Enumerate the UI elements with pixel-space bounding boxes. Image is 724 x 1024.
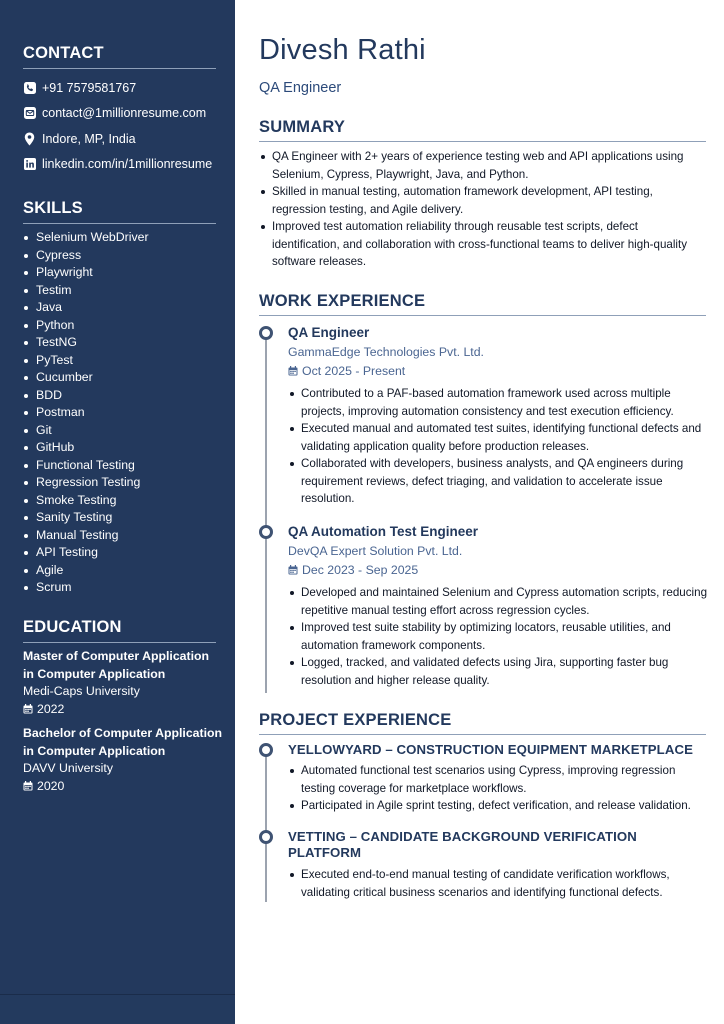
project-experience-heading: PROJECT EXPERIENCE xyxy=(259,711,706,735)
list-item: BDD xyxy=(23,387,223,405)
list-item: Agile xyxy=(23,562,223,580)
education-degree: Bachelor of Computer Application in Computer Application xyxy=(23,726,223,758)
education-school: Medi-Caps University xyxy=(23,684,140,698)
work-timeline xyxy=(265,333,267,693)
list-item: API Testing xyxy=(23,544,223,562)
phone-text[interactable]: +91 7579581767 xyxy=(42,81,137,95)
location-pin-icon xyxy=(23,133,36,146)
list-item: Collaborated with developers, business analysts, and QA engineers during requirement reviews, defect triaging, and validation to accelerate issue resolution. xyxy=(288,455,708,508)
list-item: GitHub xyxy=(23,439,223,457)
education-year: 2020 xyxy=(23,778,223,796)
list-item: PyTest xyxy=(23,352,223,370)
list-item: Executed end-to-end manual testing of candidate verification workflows, validating critical business scenarios and identifying functional defects. xyxy=(288,866,708,901)
education-heading: EDUCATION xyxy=(23,618,216,643)
list-item: Skilled in manual testing, automation framework development, API testing, regression testing, and Agile delivery. xyxy=(259,183,704,218)
education-school: DAVV University xyxy=(23,761,113,775)
work-experience-heading: WORK EXPERIENCE xyxy=(259,292,706,316)
timeline-dot xyxy=(259,326,273,340)
summary-list xyxy=(259,148,704,271)
linkedin-text[interactable]: linkedin.com/in/1millionresume xyxy=(42,157,213,171)
calendar-icon xyxy=(23,781,33,791)
timeline-dot xyxy=(259,743,273,757)
list-item: Developed and maintained Selenium and Cypress automation scripts, reducing repetitive manual testing effort across regression cycles. xyxy=(288,584,708,619)
contact-linkedin xyxy=(23,156,212,172)
list-item: Scrum xyxy=(23,579,223,597)
summary-heading: SUMMARY xyxy=(259,118,706,142)
list-item: Playwright xyxy=(23,264,223,282)
education-year: 2022 xyxy=(23,701,223,719)
job-company: GammaEdge Technologies Pvt. Ltd. xyxy=(288,345,484,359)
list-item: Improved test automation reliability through reusable test scripts, defect identification, and collaboration with cross-functional teams to deliver high-quality software releases. xyxy=(259,218,704,271)
project-bullets xyxy=(288,866,708,901)
list-item: TestNG xyxy=(23,334,223,352)
job-dates: Oct 2025 - Present xyxy=(288,364,405,378)
list-item: Sanity Testing xyxy=(23,509,223,527)
job-bullets xyxy=(288,385,708,508)
job-bullets xyxy=(288,584,708,689)
timeline-dot xyxy=(259,525,273,539)
list-item: Regression Testing xyxy=(23,474,223,492)
location-text: Indore, MP, India xyxy=(42,132,136,146)
list-item: Cucumber xyxy=(23,369,223,387)
list-item: Testim xyxy=(23,282,223,300)
list-item: Contributed to a PAF-based automation framework used across multiple projects, improving automation consistency and test execution efficiency. xyxy=(288,385,708,420)
calendar-icon xyxy=(288,366,298,376)
contact-email xyxy=(23,105,206,121)
email-icon xyxy=(23,107,36,120)
list-item: Automated functional test scenarios using Cypress, improving regression testing coverage for marketplace workflows. xyxy=(288,762,708,797)
list-item: Participated in Agile sprint testing, defect verification, and release validation. xyxy=(288,797,708,815)
skills-heading: SKILLS xyxy=(23,199,216,224)
list-item: Functional Testing xyxy=(23,457,223,475)
timeline-dot xyxy=(259,830,273,844)
list-item: Cypress xyxy=(23,247,223,265)
list-item: Logged, tracked, and validated defects using Jira, supporting faster bug resolution and higher release quality. xyxy=(288,654,708,689)
list-item: Improved test suite stability by optimizing locators, reusable utilities, and automation framework components. xyxy=(288,619,708,654)
contact-location xyxy=(23,131,136,147)
calendar-icon xyxy=(288,565,298,575)
linkedin-icon xyxy=(23,158,36,171)
calendar-icon xyxy=(23,704,33,714)
list-item: Python xyxy=(23,317,223,335)
sidebar-footer-strip xyxy=(0,994,235,1024)
education-item xyxy=(23,725,223,795)
project-timeline xyxy=(265,750,267,902)
list-item: Git xyxy=(23,422,223,440)
list-item: Selenium WebDriver xyxy=(23,229,223,247)
list-item: Java xyxy=(23,299,223,317)
candidate-name: Divesh Rathi xyxy=(259,34,426,66)
skills-list xyxy=(23,229,223,597)
list-item: Executed manual and automated test suites, identifying functional defects and validating application quality before production releases. xyxy=(288,420,708,455)
contact-phone xyxy=(23,80,136,96)
list-item: QA Engineer with 2+ years of experience testing web and API applications using Selenium, Cypress, Playwright, Java, and Python. xyxy=(259,148,704,183)
email-text[interactable]: contact@1millionresume.com xyxy=(42,106,207,120)
contact-heading: CONTACT xyxy=(23,44,216,69)
list-item: Postman xyxy=(23,404,223,422)
project-title: YELLOWYARD – CONSTRUCTION EQUIPMENT MARKETPLACE xyxy=(288,742,693,757)
education-item xyxy=(23,648,223,718)
project-bullets xyxy=(288,762,708,815)
list-item: Smoke Testing xyxy=(23,492,223,510)
candidate-role: QA Engineer xyxy=(259,80,342,96)
sidebar xyxy=(0,0,235,1024)
job-dates: Dec 2023 - Sep 2025 xyxy=(288,563,418,577)
project-title: VETTING – CANDIDATE BACKGROUND VERIFICATION PLATFORM xyxy=(288,829,637,860)
list-item: Manual Testing xyxy=(23,527,223,545)
job-title: QA Engineer xyxy=(288,325,370,340)
education-degree: Master of Computer Application in Computer Application xyxy=(23,649,210,681)
job-company: DevQA Expert Solution Pvt. Ltd. xyxy=(288,544,463,558)
phone-icon xyxy=(23,82,36,95)
job-title: QA Automation Test Engineer xyxy=(288,524,479,539)
